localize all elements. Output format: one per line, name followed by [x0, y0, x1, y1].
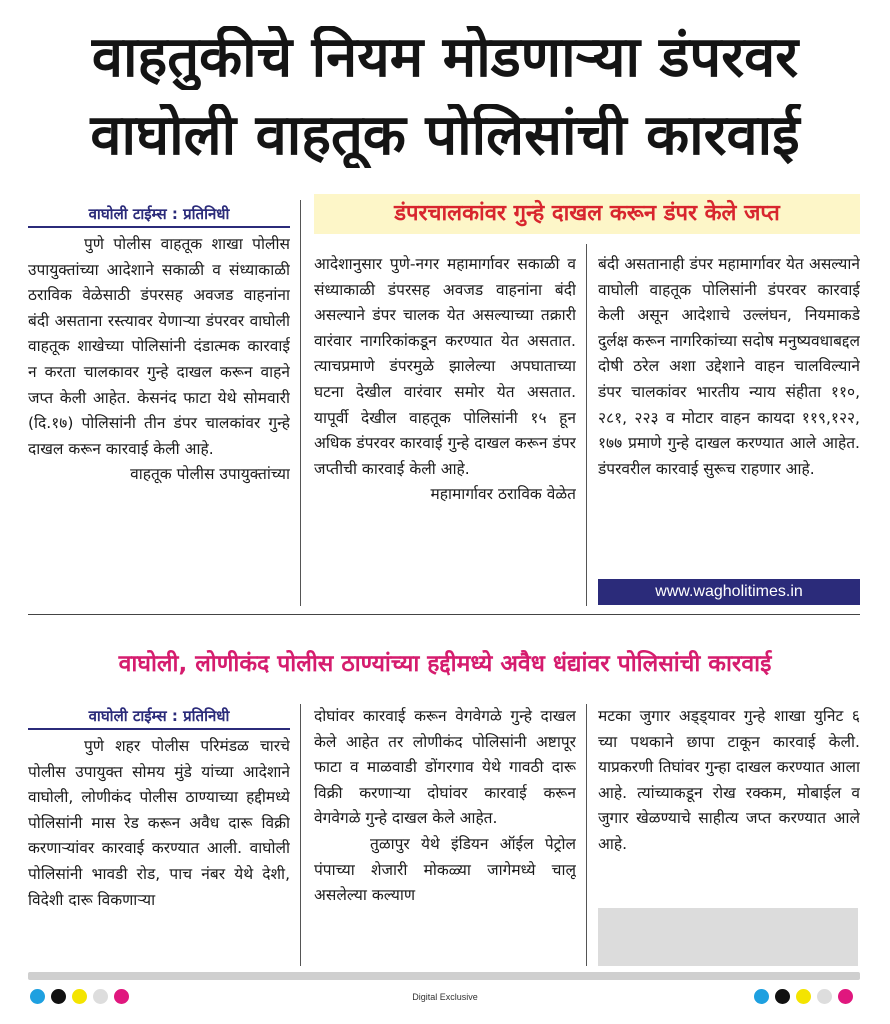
- section-divider: [28, 614, 860, 615]
- article2-col1-paragraph: पुणे शहर पोलीस परिमंडळ चारचे पोलीस उपायुक्त सोमय मुंडे यांच्या आदेशाने वाघोली, लोणीकंद पोलीस ठाण्याच्या हद्दीमध्ये पोलिसांनी मास रेड करून अवैध दारू विक्री करणाऱ्यांवर कारवाई करण्यात आली. वाघोली पोलिसांनी भावडी रोड, पाच नंबर येथे देशी, विदेशी दारू विकणाऱ्या: [28, 737, 290, 909]
- article1-col2-paragraph: आदेशानुसार पुणे-नगर महामार्गावर सकाळी व संध्याकाळी डंपरसह अवजड वाहनांना बंदी असल्याने डंपर चालक येत असल्याच्या तक्रारी वारंवार नागरिकांकडून करण्यात येत असतात. त्याचप्रमाणे डंपरमुळे झालेल्या अपघाताच्या घटना देखील वारंवार समोर येत असतात. यापूर्वी देखील वाहतूक पोलिसांनी १५ हून अधिक डंपरवर कारवाई गुन्हे दाखल करून डंपर जप्तीची कारवाई केली आहे.: [314, 255, 576, 478]
- article1-col3-paragraph: बंदी असतानाही डंपर महामार्गावर येत असल्याने वाघोली वाहतूक पोलिसांनी डंपरवर कारवाई केली असून आदेशाचे उल्लंघन, नियमाकडे दुर्लक्ष करून नागरिकांच्या सदोष मनुष्यवधाबद्दल दोषी ठरेल अशा उद्देशाने वाहन चालविल्याने डंपर चालकांवर भारतीय न्याय संहीता ११०, २८१, २२३ व मोटार वाहन कायदा ११९,१२२, १७७ प्रमाणे गुन्हे दाखल करण्यात आले आहेत. डंपरवरील कारवाई सुरूच राहणार आहे.: [598, 255, 860, 478]
- article1-column-3: [598, 252, 860, 576]
- article1-byline: वाघोली टाईम्स : प्रतिनिधी: [28, 202, 290, 228]
- footer-label: Digital Exclusive: [412, 992, 478, 1002]
- headline-line-1: वाहतुकीचे नियम मोडणाऱ्या डंपरवर: [91, 26, 799, 90]
- article1-col2-continuation: महामार्गावर ठराविक वेळेत: [430, 485, 576, 504]
- footer-bar: [28, 972, 860, 980]
- headline-line-2: वाघोली वाहतूक पोलिसांची कारवाई: [90, 104, 800, 168]
- article2-column-2: [314, 704, 576, 968]
- article2-column-1: [28, 704, 290, 968]
- column-divider: [300, 200, 301, 606]
- column-divider: [586, 704, 587, 966]
- column-divider: [586, 244, 587, 606]
- column-divider: [300, 704, 301, 966]
- article2-col3-paragraph: मटका जुगार अड्ड्यावर गुन्हे शाखा युनिट ६ च्या पथकाने छापा टाकून कारवाई केली. याप्रकरणी तिघांवर गुन्हा दाखल करण्यात आला आहे. त्यांच्याकडून रोख रक्कम, मोबाईल व जुगार खेळण्याचे साहीत्य जप्त करण्यात आले आहे.: [598, 707, 860, 853]
- grey-placeholder-box: [598, 908, 858, 966]
- article1-col1-paragraph: पुणे पोलीस वाहतूक शाखा पोलीस उपायुक्तांच्या आदेशाने सकाळी व संध्याकाळी ठराविक वेळेसाठी डंपरसह अवजड वाहनांना बंदी असताना रस्त्यावर येणाऱ्या डंपरवर वाघोली वाहतूक शाखेच्या पोलिसांनी दंडात्मक कारवाई न करता चालकावर गुन्हे दाखल करून वाहने जप्त केली आहेत. केसनंद फाटा येथे सोमवारी (दि.१७) पोलिसांनी तीन डंपर चालकांवर गुन्हे दाखल करून कारवाई केली आहे.: [28, 235, 290, 458]
- article2-column-3: [598, 704, 860, 904]
- article2-col2-continuation: तुळापुर येथे इंडियन ऑईल पेट्रोल पंपाच्या शेजारी मोकळ्या जागेमध्ये चालू असलेल्या कल्याण: [314, 834, 576, 905]
- article1-column-2: [314, 252, 576, 612]
- article2-subhead: वाघोली, लोणीकंद पोलीस ठाण्यांच्या हद्दीमध्ये अवैध धंद्यांवर पोलिसांची कारवाई: [118, 651, 772, 677]
- article1-column-1: [28, 202, 290, 612]
- article1-subhead: डंपरचालकांवर गुन्हे दाखल करून डंपर केले जप्त: [314, 194, 860, 234]
- article1-col1-continuation: वाहतूक पोलीस उपायुक्तांच्या: [130, 465, 290, 484]
- article2-col2-paragraph: दोघांवर कारवाई करून वेगवेगळे गुन्हे दाखल केले आहेत तर लोणीकंद पोलिसांनी अष्टापूर फाटा व माळवाडी डोंगरगाव येथे गावठी दारू विक्री करणाऱ्या दोघांवर कारवाई करून वेगवेगळे गुन्हे दाखल केले आहेत.: [314, 707, 576, 828]
- article2-byline: वाघोली टाईम्स : प्रतिनिधी: [28, 704, 290, 730]
- website-banner: www.wagholitimes.in: [598, 579, 860, 605]
